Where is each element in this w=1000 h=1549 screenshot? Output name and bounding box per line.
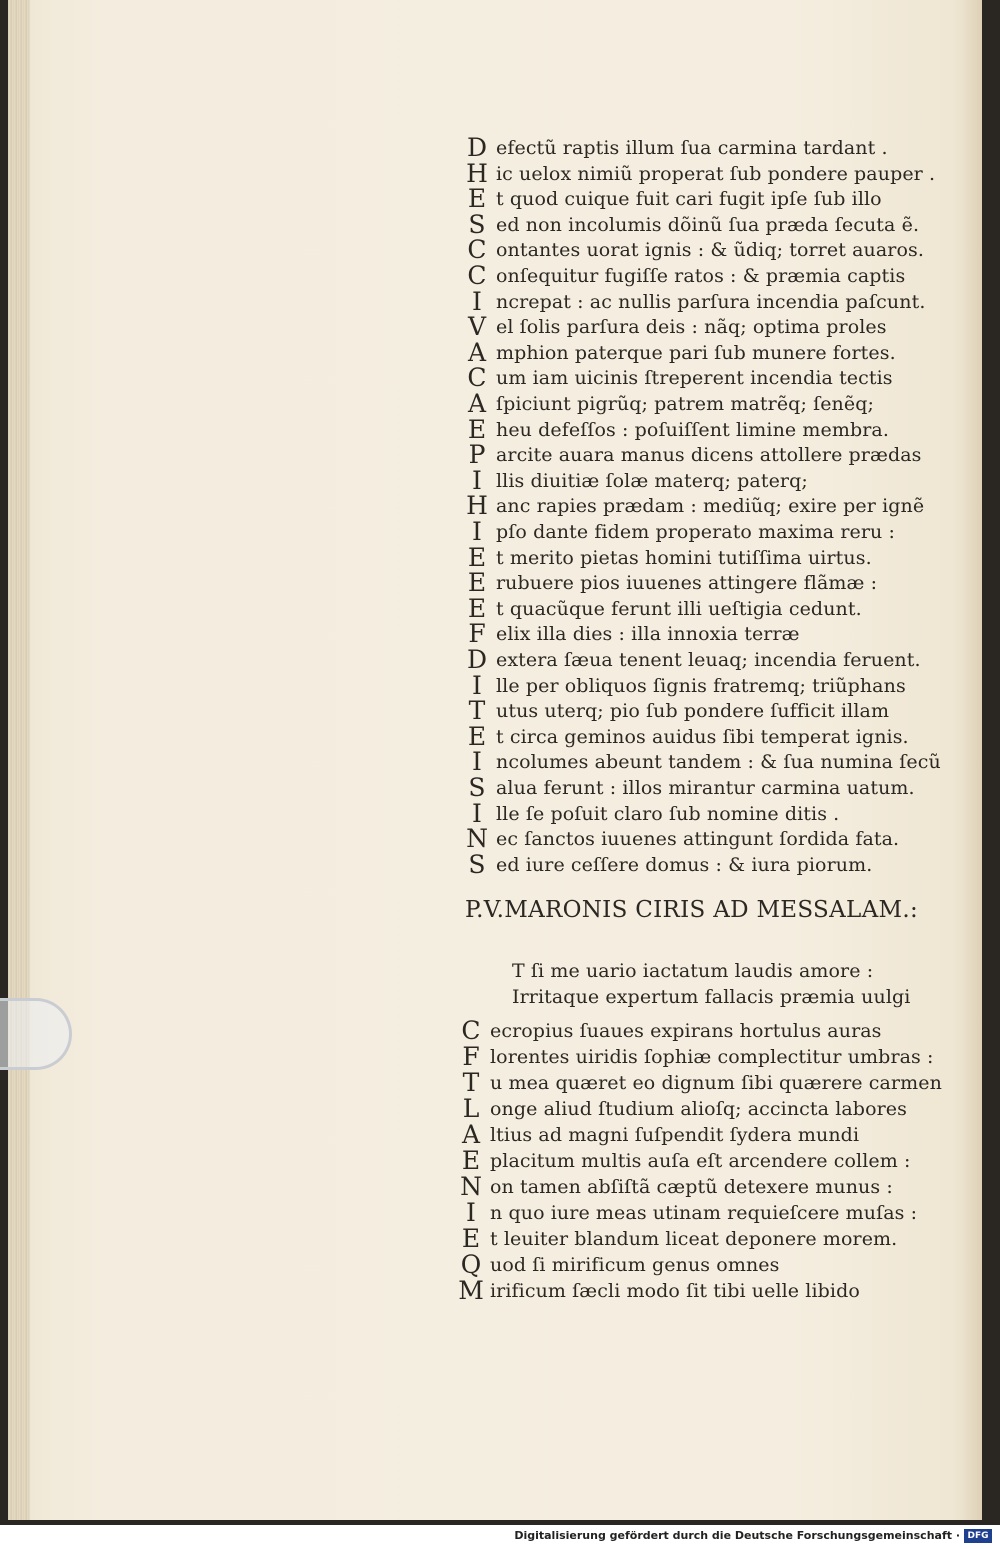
verse-text: pſo dante fidem properato maxima reru : bbox=[496, 521, 896, 543]
verse-text: uod ſi mirificum genus omnes bbox=[490, 1254, 780, 1276]
verse-initial: T bbox=[462, 1068, 480, 1097]
verse-text: ed iure ceſſere domus : & iura piorum. bbox=[496, 853, 873, 876]
verse-initial: I bbox=[472, 465, 482, 495]
verse-text: ec ſanctos iuuenes attingunt ſordida fata. bbox=[496, 828, 900, 851]
verse-initial: S bbox=[468, 849, 486, 879]
verse-text: ecropius ſuaues expirans hortulus auras bbox=[490, 1020, 882, 1042]
verse-text: t quacũque ferunt illi ueſtigia cedunt. bbox=[496, 597, 862, 620]
verse-initial: M bbox=[458, 1276, 484, 1305]
verse-initial: I bbox=[472, 747, 482, 777]
verse-initial: N bbox=[466, 824, 488, 854]
verse-initial: E bbox=[461, 1146, 481, 1175]
verse-initial: E bbox=[467, 542, 487, 572]
verse-initial: L bbox=[462, 1094, 480, 1123]
verse-text: heu defeſſos : poſuiſſent limine membra. bbox=[496, 418, 889, 441]
verse-text: T ſi me uario iactatum laudis amore : bbox=[512, 960, 874, 982]
verse-text: mphion paterque pari ſub munere fortes. bbox=[496, 341, 896, 364]
verse-text: onſequitur fugiſſe ratos : & præmia captis bbox=[496, 265, 906, 287]
verse-initial: N bbox=[460, 1172, 482, 1201]
verse-initial: D bbox=[466, 133, 488, 162]
verse-initial: I bbox=[472, 517, 482, 546]
verse-initial: E bbox=[467, 184, 487, 214]
verse-initial: E bbox=[467, 721, 487, 751]
verse-text: elix illa dies : illa innoxia terræ bbox=[496, 623, 800, 646]
page-stack-edge bbox=[8, 0, 30, 1520]
verse-text: lle ſe poſuit claro ſub nomine ditis . bbox=[496, 802, 840, 825]
verse-text: extera ſæua tenent leuaq; incendia feruent. bbox=[496, 649, 921, 671]
verse-initial: V bbox=[467, 312, 487, 342]
verse-initial: A bbox=[467, 337, 487, 367]
verse-text: alua ferunt : illos mirantur carmina uatum. bbox=[496, 777, 915, 799]
verse-initial: D bbox=[466, 645, 488, 674]
verse-initial: C bbox=[461, 1016, 481, 1045]
verse-initial: Q bbox=[460, 1250, 482, 1279]
verse-text: u mea quæret eo dignum ſibi quærere carmen bbox=[490, 1072, 942, 1094]
verse-initial: P bbox=[468, 440, 486, 470]
dfg-logo: DFG bbox=[964, 1529, 992, 1543]
verse-text: ſpiciunt pigrũq; patrem matrẽq; ſenẽq; bbox=[496, 393, 875, 415]
footer-bar bbox=[0, 1525, 1000, 1549]
verse-initial: T bbox=[468, 696, 486, 726]
verse-text: utus uterq; pio ſub pondere ſufficit illam bbox=[496, 700, 890, 723]
verse-text: lle per obliquos ſignis fratremq; triũphans bbox=[496, 674, 906, 697]
verse-initial: A bbox=[461, 1120, 481, 1149]
verse-text: ic uelox nimiũ properat ſub pondere pauper . bbox=[496, 162, 936, 185]
verse-text: ltius ad magni ſuſpendit ſydera mundi bbox=[490, 1124, 860, 1146]
verse-initial: C bbox=[467, 235, 487, 265]
verse-initial: E bbox=[461, 1224, 481, 1253]
verse-initial: H bbox=[466, 158, 488, 188]
verse-text: rubuere pios iuuenes attingere flãmæ : bbox=[496, 572, 878, 595]
verse-initial: I bbox=[472, 798, 482, 828]
verse-initial: F bbox=[462, 1042, 480, 1071]
verse-text: n quo iure meas utinam requieſcere muſas : bbox=[490, 1202, 918, 1224]
verse-initial: S bbox=[468, 773, 486, 802]
paper-clip-icon bbox=[0, 998, 72, 1070]
verse-text: t quod cuique fuit cari fugit ipſe ſub illo bbox=[496, 188, 882, 211]
verse-text: el ſolis parſura deis : nãq; optima proles bbox=[496, 316, 887, 339]
verse-text: on tamen abſiſtã cæptũ detexere munus : bbox=[490, 1176, 893, 1198]
verse-text: lorentes uiridis ſophiæ complectitur umbras : bbox=[490, 1046, 934, 1068]
verse-initial: E bbox=[467, 593, 487, 623]
verse-text: ncrepat : ac nullis parſura incendia paſcunt. bbox=[496, 290, 926, 313]
verse-initial: H bbox=[466, 491, 488, 521]
verse-initial: I bbox=[472, 670, 482, 700]
verse-text: anc rapies prædam : mediũq; exire per ignẽ bbox=[496, 495, 925, 518]
verse-initial: A bbox=[467, 389, 487, 418]
verse-text: irificum ſæcli modo ſit tibi uelle libido bbox=[490, 1280, 860, 1302]
verse-initial: I bbox=[472, 286, 482, 316]
verse-text: um iam uicinis ſtreperent incendia tectis bbox=[496, 367, 893, 390]
verse-text: t merito pietas homini tutiſſima uirtus. bbox=[496, 546, 872, 569]
page-right-edge bbox=[958, 0, 982, 1520]
verse-initial: F bbox=[468, 619, 486, 649]
verse-text: placitum multis auſa eſt arcendere collem : bbox=[490, 1150, 911, 1172]
section-heading: P.V.MARONIS CIRIS AD MESSALAM.: bbox=[465, 897, 919, 923]
verse-text: efectũ raptis illum ſua carmina tardant . bbox=[496, 137, 888, 159]
verse-text: onge aliud ſtudium alioſq; accincta labores bbox=[490, 1098, 907, 1120]
footer-credit: Digitalisierung gefördert durch die Deutsche Forschungsgemeinschaft · bbox=[514, 1529, 960, 1542]
verse-text: ontantes uorat ignis : & ũdiq; torret auaros. bbox=[496, 239, 924, 262]
verse-text: t leuiter blandum liceat deponere morem. bbox=[490, 1228, 898, 1250]
verse-initial: C bbox=[467, 363, 487, 393]
verse-text: llis diuitiæ ſolæ materq; paterq; bbox=[496, 469, 808, 492]
verse-text: Irritaque expertum fallacis præmia uulgi bbox=[512, 986, 911, 1008]
verse-initial: E bbox=[467, 568, 487, 598]
verse-initial: I bbox=[466, 1198, 476, 1227]
verse-initial: C bbox=[467, 261, 487, 290]
verse-text: arcite auara manus dicens attollere prædas bbox=[496, 444, 922, 467]
verse-initial: E bbox=[467, 414, 487, 444]
verse-text: ed non incolumis dõinũ ſua præda ſecuta ẽ. bbox=[496, 213, 920, 236]
verse-text: t circa geminos auidus ſibi temperat ignis. bbox=[496, 725, 909, 748]
verse-initial: S bbox=[468, 209, 486, 239]
verse-text: ncolumes abeunt tandem : & ſua numina ſecũ bbox=[496, 751, 941, 774]
